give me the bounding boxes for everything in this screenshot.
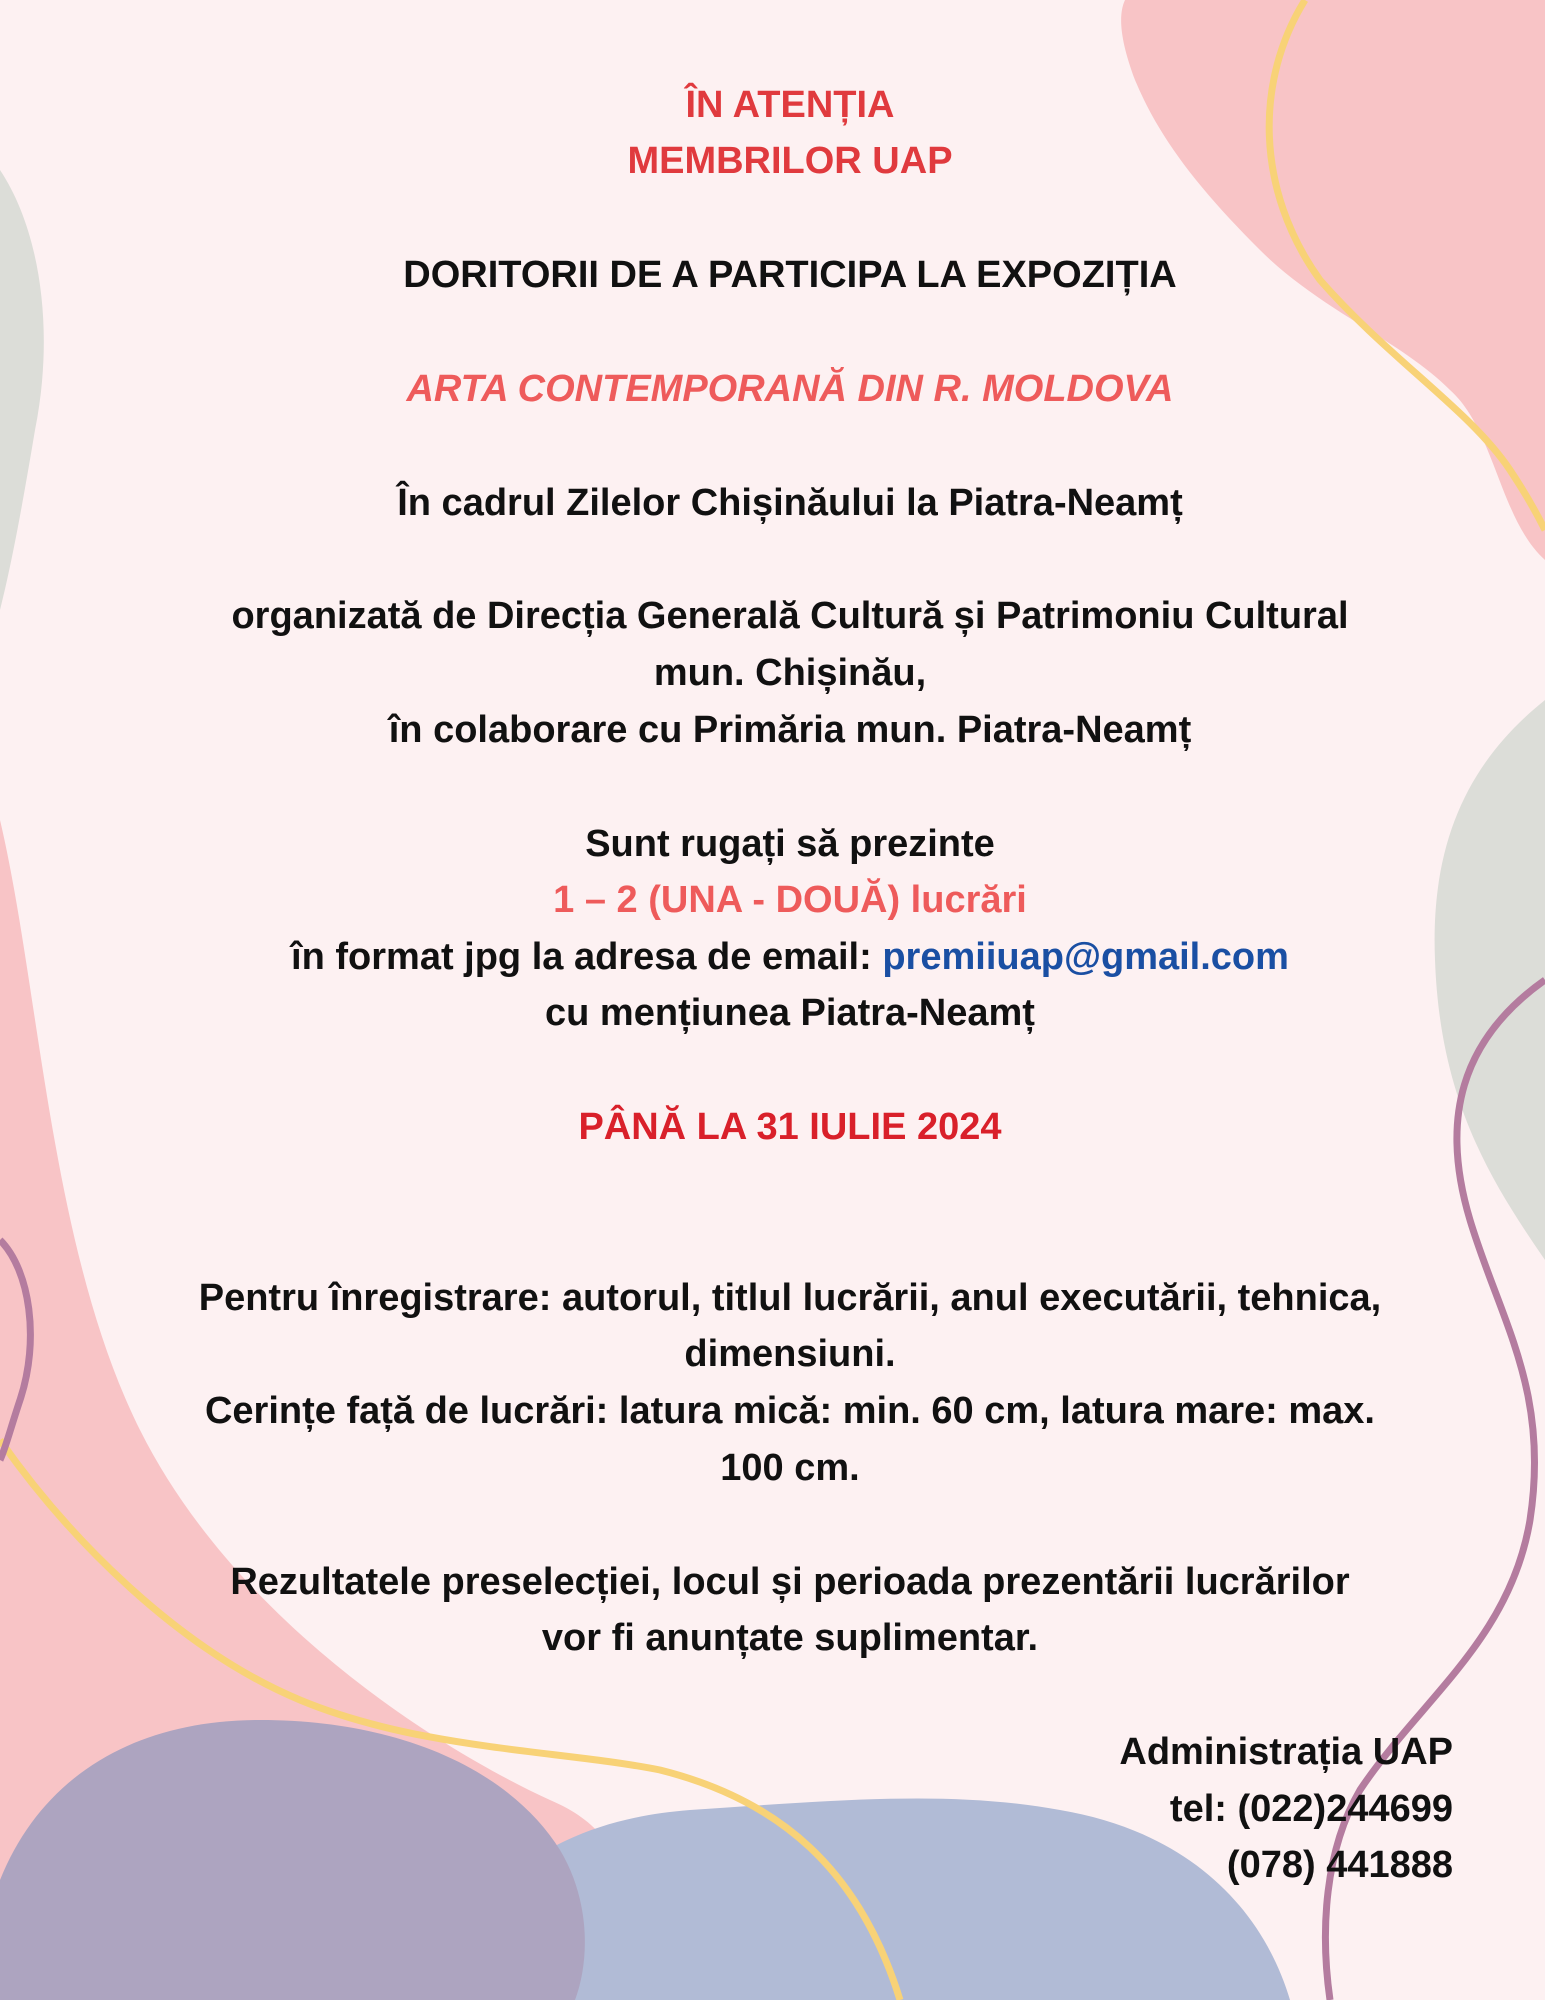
email-line (0, 929, 1545, 985)
results-line-2: vor fi anunțate suplimentar. (541, 1617, 1039, 1659)
organizer-line-3: în colaborare cu Primăria mun. Piatra-Neamț (388, 709, 1192, 751)
intro-text: DORITORII DE A PARTICIPA LA EXPOZIȚIA (403, 254, 1177, 296)
signature-name: Administrația UAP (1119, 1731, 1453, 1773)
signature-phone-2: (078) 441888 (1226, 1844, 1453, 1886)
registration-line-4: 100 cm. (720, 1447, 860, 1489)
deadline-text: PÂNĂ LA 31 IULIE 2024 (578, 1106, 1002, 1148)
request-line-1: Sunt rugați să prezinte (585, 823, 995, 865)
results-line-1: Rezultatele preselecției, locul și perioada prezentării lucrărilor (230, 1561, 1350, 1603)
organizer-line-2: mun. Chișinău, (653, 652, 927, 694)
registration-line-1: Pentru înregistrare: autorul, titlul lucrării, anul executării, tehnica, (198, 1277, 1382, 1319)
mention-text: cu mențiunea Piatra-Neamț (545, 992, 1035, 1034)
email-link[interactable]: premiiuap@gmail.com (882, 936, 1289, 978)
format-text: în format jpg la adresa de email: (291, 936, 883, 978)
organizer-line-1: organizată de Direcția Generală Cultură și Patrimoniu Cultural (231, 595, 1349, 637)
registration-line-2: dimensiuni. (684, 1333, 896, 1375)
heading-line-1: ÎN ATENȚIA (685, 84, 895, 126)
exhibition-title: ARTA CONTEMPORANĂ DIN R. MOLDOVA (406, 368, 1174, 410)
registration-line-3: Cerințe față de lucrări: latura mică: min. 60 cm, latura mare: max. (204, 1390, 1375, 1432)
heading-line-2: MEMBRILOR UAP (627, 140, 953, 182)
context-text: În cadrul Zilelor Chișinăului la Piatra-Neamț (397, 482, 1183, 524)
signature-phone-1: tel: (022)244699 (1169, 1788, 1453, 1830)
works-count: 1 – 2 (UNA - DOUĂ) lucrări (553, 879, 1027, 921)
